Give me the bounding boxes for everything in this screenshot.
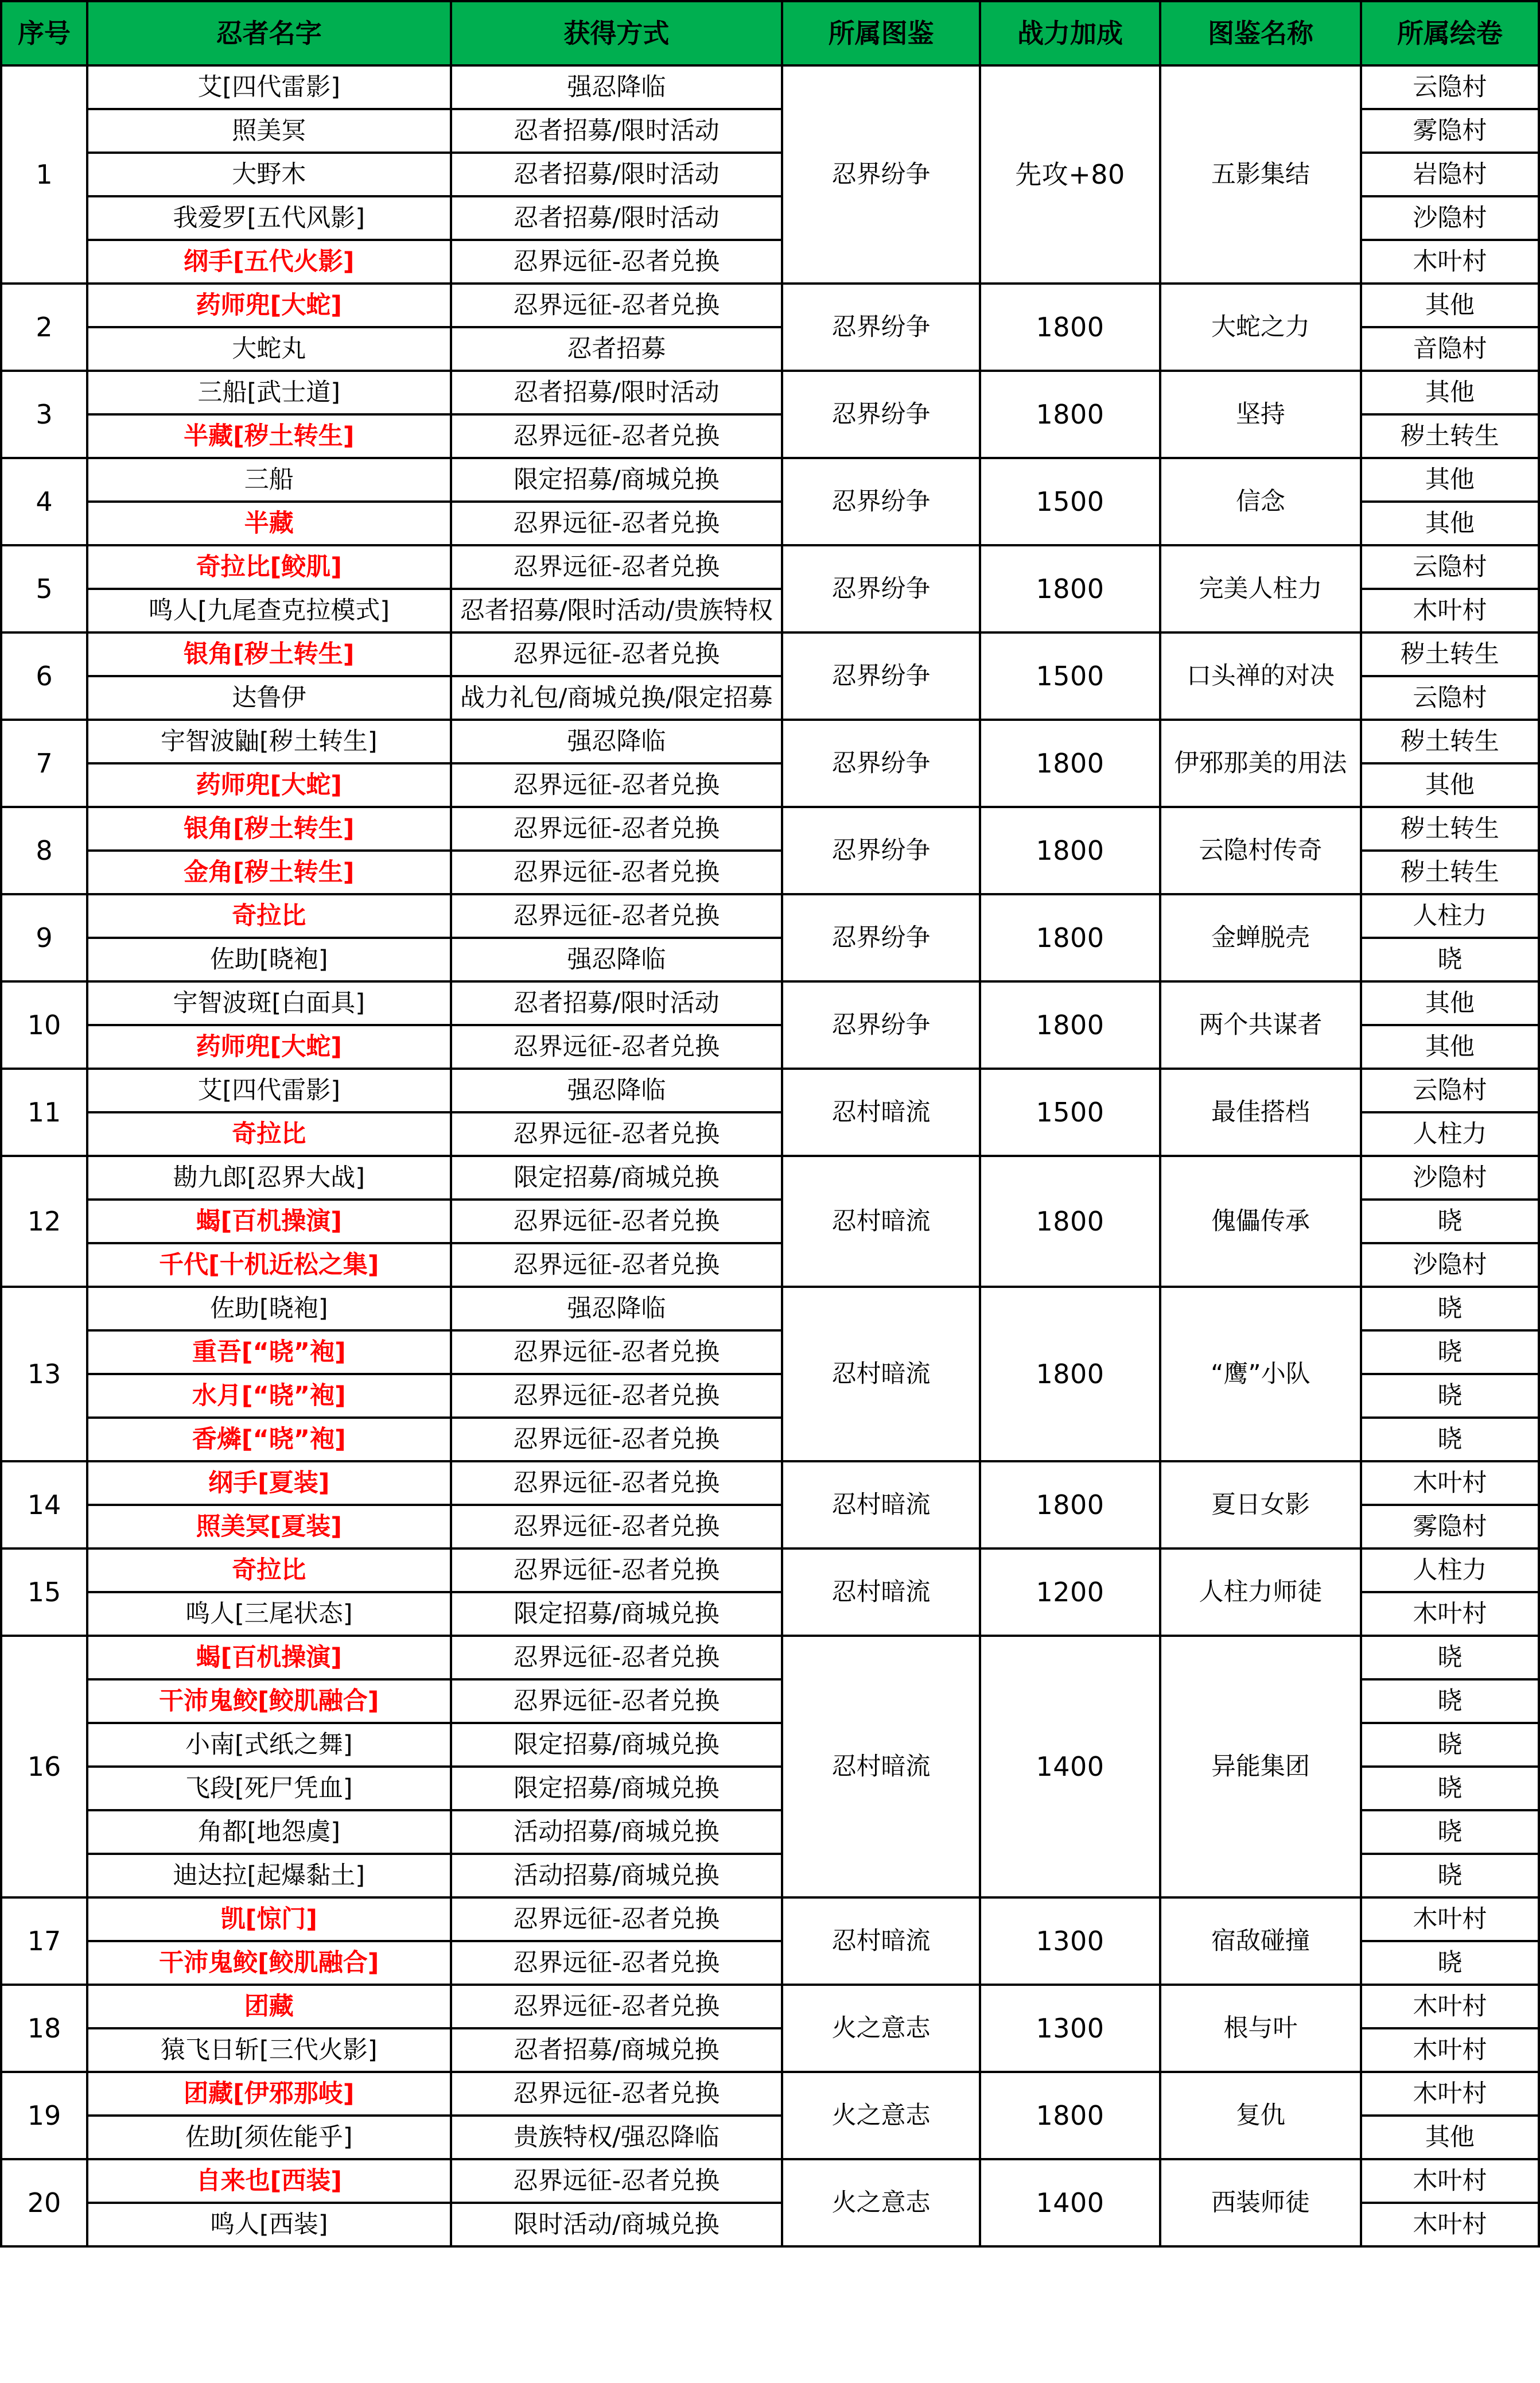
cell-acquisition-method: 忍界远征-忍者兑换 — [451, 1374, 783, 1418]
cell-codex-category: 忍界纷争 — [782, 545, 980, 632]
cell-ninja-name: 干沛鬼鲛[鲛肌融合] — [87, 1941, 451, 1985]
table-row — [1, 545, 1539, 589]
cell-scroll: 秽土转生 — [1361, 632, 1539, 676]
table-row — [1, 65, 1539, 109]
cell-codex-name: 根与叶 — [1160, 1985, 1361, 2072]
column-header-index: 序号 — [1, 1, 87, 65]
cell-scroll: 雾隐村 — [1361, 109, 1539, 153]
table-body — [1, 65, 1539, 2246]
cell-ninja-name: 迪达拉[起爆黏土] — [87, 1854, 451, 1897]
cell-power-bonus: 1800 — [980, 807, 1160, 894]
cell-ninja-name: 照美冥[夏装] — [87, 1505, 451, 1548]
cell-acquisition-method: 忍界远征-忍者兑换 — [451, 1636, 783, 1679]
cell-power-bonus: 1800 — [980, 894, 1160, 981]
cell-codex-category: 忍村暗流 — [782, 1156, 980, 1287]
table-row — [1, 807, 1539, 851]
cell-acquisition-method: 忍界远征-忍者兑换 — [451, 807, 783, 851]
cell-scroll: 其他 — [1361, 502, 1539, 545]
cell-scroll: 晓 — [1361, 1287, 1539, 1330]
cell-scroll: 音隐村 — [1361, 327, 1539, 371]
table-row — [1, 632, 1539, 676]
cell-acquisition-method: 忍者招募 — [451, 327, 783, 371]
cell-acquisition-method: 限定招募/商城兑换 — [451, 1592, 783, 1636]
cell-codex-category: 忍界纷争 — [782, 65, 980, 284]
table-row — [1, 2159, 1539, 2203]
cell-acquisition-method: 忍界远征-忍者兑换 — [451, 894, 783, 938]
cell-power-bonus: 1300 — [980, 1985, 1160, 2072]
table-row — [1, 284, 1539, 327]
cell-acquisition-method: 限定招募/商城兑换 — [451, 1767, 783, 1810]
cell-index: 15 — [1, 1548, 87, 1636]
cell-power-bonus: 1500 — [980, 632, 1160, 720]
table-header — [1, 1, 1539, 65]
cell-scroll: 晓 — [1361, 938, 1539, 981]
cell-acquisition-method: 强忍降临 — [451, 65, 783, 109]
cell-ninja-name: 药师兜[大蛇] — [87, 763, 451, 807]
cell-acquisition-method: 忍界远征-忍者兑换 — [451, 502, 783, 545]
table-row — [1, 1897, 1539, 1941]
cell-scroll: 沙隐村 — [1361, 196, 1539, 240]
cell-ninja-name: 重吾[“晓”袍] — [87, 1330, 451, 1374]
column-header-how: 获得方式 — [451, 1, 783, 65]
table-row — [1, 1985, 1539, 2028]
cell-ninja-name: 大蛇丸 — [87, 327, 451, 371]
cell-ninja-name: 佐助[须佐能乎] — [87, 2116, 451, 2159]
cell-power-bonus: 1400 — [980, 2159, 1160, 2246]
cell-ninja-name: 蝎[百机操演] — [87, 1200, 451, 1243]
cell-ninja-name: 奇拉比 — [87, 894, 451, 938]
table-row — [1, 2072, 1539, 2116]
table-row — [1, 458, 1539, 502]
cell-ninja-name: 团藏 — [87, 1985, 451, 2028]
cell-scroll: 木叶村 — [1361, 2203, 1539, 2246]
cell-ninja-name: 飞段[死尸凭血] — [87, 1767, 451, 1810]
cell-acquisition-method: 忍界远征-忍者兑换 — [451, 284, 783, 327]
cell-ninja-name: 蝎[百机操演] — [87, 1636, 451, 1679]
cell-codex-category: 忍界纷争 — [782, 894, 980, 981]
cell-ninja-name: 半藏 — [87, 502, 451, 545]
cell-power-bonus: 1800 — [980, 720, 1160, 807]
cell-scroll: 人柱力 — [1361, 1548, 1539, 1592]
cell-scroll: 晓 — [1361, 1723, 1539, 1767]
cell-scroll: 云隐村 — [1361, 65, 1539, 109]
cell-codex-name: 信念 — [1160, 458, 1361, 545]
column-header-title: 图鉴名称 — [1160, 1, 1361, 65]
cell-ninja-name: 千代[十机近松之集] — [87, 1243, 451, 1287]
cell-acquisition-method: 忍界远征-忍者兑换 — [451, 1025, 783, 1069]
cell-ninja-name: 香燐[“晓”袍] — [87, 1418, 451, 1461]
cell-acquisition-method: 忍界远征-忍者兑换 — [451, 1897, 783, 1941]
table-row — [1, 1461, 1539, 1505]
cell-codex-name: 伊邪那美的用法 — [1160, 720, 1361, 807]
cell-scroll: 其他 — [1361, 458, 1539, 502]
cell-acquisition-method: 忍界远征-忍者兑换 — [451, 1243, 783, 1287]
cell-ninja-name: 鸣人[九尾查克拉模式] — [87, 589, 451, 632]
cell-scroll: 其他 — [1361, 284, 1539, 327]
cell-codex-name: 西装师徒 — [1160, 2159, 1361, 2246]
cell-acquisition-method: 忍界远征-忍者兑换 — [451, 414, 783, 458]
cell-index: 9 — [1, 894, 87, 981]
cell-acquisition-method: 忍界远征-忍者兑换 — [451, 632, 783, 676]
cell-acquisition-method: 忍界远征-忍者兑换 — [451, 2159, 783, 2203]
cell-scroll: 晓 — [1361, 1418, 1539, 1461]
cell-codex-name: 完美人柱力 — [1160, 545, 1361, 632]
cell-ninja-name: 达鲁伊 — [87, 676, 451, 720]
cell-acquisition-method: 忍界远征-忍者兑换 — [451, 1505, 783, 1548]
cell-scroll: 沙隐村 — [1361, 1156, 1539, 1200]
cell-codex-category: 忍界纷争 — [782, 284, 980, 371]
cell-ninja-name: 宇智波鼬[秽土转生] — [87, 720, 451, 763]
cell-acquisition-method: 强忍降临 — [451, 720, 783, 763]
cell-codex-name: 五影集结 — [1160, 65, 1361, 284]
cell-acquisition-method: 忍界远征-忍者兑换 — [451, 2072, 783, 2116]
table-row — [1, 720, 1539, 763]
table-row — [1, 1636, 1539, 1679]
cell-ninja-name: 药师兜[大蛇] — [87, 284, 451, 327]
cell-codex-category: 忍村暗流 — [782, 1069, 980, 1156]
cell-codex-name: 异能集团 — [1160, 1636, 1361, 1897]
cell-scroll: 雾隐村 — [1361, 1505, 1539, 1548]
cell-index: 19 — [1, 2072, 87, 2159]
cell-scroll: 其他 — [1361, 763, 1539, 807]
cell-index: 11 — [1, 1069, 87, 1156]
cell-index: 6 — [1, 632, 87, 720]
column-header-book: 所属图鉴 — [782, 1, 980, 65]
cell-scroll: 岩隐村 — [1361, 153, 1539, 196]
cell-codex-name: 两个共谋者 — [1160, 981, 1361, 1069]
column-header-scroll: 所属绘卷 — [1361, 1, 1539, 65]
cell-index: 13 — [1, 1287, 87, 1461]
cell-codex-name: 夏日女影 — [1160, 1461, 1361, 1548]
column-header-power: 战力加成 — [980, 1, 1160, 65]
cell-ninja-name: 鸣人[西装] — [87, 2203, 451, 2246]
cell-acquisition-method: 忍者招募/商城兑换 — [451, 2028, 783, 2072]
cell-scroll: 木叶村 — [1361, 1897, 1539, 1941]
cell-scroll: 秽土转生 — [1361, 807, 1539, 851]
column-header-name: 忍者名字 — [87, 1, 451, 65]
cell-acquisition-method: 战力礼包/商城兑换/限定招募 — [451, 676, 783, 720]
cell-ninja-name: 金角[秽土转生] — [87, 851, 451, 894]
cell-acquisition-method: 忍界远征-忍者兑换 — [451, 1679, 783, 1723]
cell-acquisition-method: 忍界远征-忍者兑换 — [451, 240, 783, 284]
cell-ninja-name: 半藏[秽土转生] — [87, 414, 451, 458]
cell-acquisition-method: 忍界远征-忍者兑换 — [451, 1461, 783, 1505]
cell-scroll: 其他 — [1361, 2116, 1539, 2159]
cell-codex-category: 忍界纷争 — [782, 458, 980, 545]
cell-ninja-name: 角都[地怨虞] — [87, 1810, 451, 1854]
cell-codex-name: 最佳搭档 — [1160, 1069, 1361, 1156]
cell-acquisition-method: 强忍降临 — [451, 938, 783, 981]
cell-power-bonus: 1800 — [980, 1287, 1160, 1461]
cell-scroll: 晓 — [1361, 1636, 1539, 1679]
cell-acquisition-method: 忍者招募/限时活动/贵族特权 — [451, 589, 783, 632]
cell-power-bonus: 1800 — [980, 545, 1160, 632]
cell-scroll: 云隐村 — [1361, 545, 1539, 589]
cell-scroll: 其他 — [1361, 371, 1539, 414]
cell-scroll: 晓 — [1361, 1854, 1539, 1897]
cell-ninja-name: 银角[秽土转生] — [87, 632, 451, 676]
cell-acquisition-method: 忍界远征-忍者兑换 — [451, 1548, 783, 1592]
header-row — [1, 1, 1539, 65]
cell-acquisition-method: 忍界远征-忍者兑换 — [451, 1985, 783, 2028]
cell-scroll: 人柱力 — [1361, 1112, 1539, 1156]
cell-codex-category: 忍村暗流 — [782, 1461, 980, 1548]
cell-ninja-name: 佐助[晓袍] — [87, 1287, 451, 1330]
cell-acquisition-method: 忍界远征-忍者兑换 — [451, 763, 783, 807]
cell-acquisition-method: 忍界远征-忍者兑换 — [451, 1200, 783, 1243]
cell-acquisition-method: 贵族特权/强忍降临 — [451, 2116, 783, 2159]
cell-ninja-name: 小南[式纸之舞] — [87, 1723, 451, 1767]
cell-acquisition-method: 活动招募/商城兑换 — [451, 1854, 783, 1897]
cell-ninja-name: 照美冥 — [87, 109, 451, 153]
cell-power-bonus: 1200 — [980, 1548, 1160, 1636]
cell-codex-name: 复仇 — [1160, 2072, 1361, 2159]
cell-codex-category: 忍界纷争 — [782, 371, 980, 458]
cell-acquisition-method: 忍者招募/限时活动 — [451, 371, 783, 414]
cell-codex-category: 忍界纷争 — [782, 632, 980, 720]
cell-acquisition-method: 忍界远征-忍者兑换 — [451, 545, 783, 589]
cell-power-bonus: 1800 — [980, 2072, 1160, 2159]
cell-acquisition-method: 忍界远征-忍者兑换 — [451, 1112, 783, 1156]
cell-acquisition-method: 强忍降临 — [451, 1287, 783, 1330]
cell-scroll: 秽土转生 — [1361, 414, 1539, 458]
cell-scroll: 人柱力 — [1361, 894, 1539, 938]
cell-codex-category: 忍界纷争 — [782, 981, 980, 1069]
cell-index: 3 — [1, 371, 87, 458]
cell-codex-category: 火之意志 — [782, 2159, 980, 2246]
cell-ninja-name: 团藏[伊邪那岐] — [87, 2072, 451, 2116]
cell-ninja-name: 勘九郎[忍界大战] — [87, 1156, 451, 1200]
cell-power-bonus: 1800 — [980, 284, 1160, 371]
cell-scroll: 晓 — [1361, 1330, 1539, 1374]
cell-scroll: 晓 — [1361, 1941, 1539, 1985]
cell-index: 2 — [1, 284, 87, 371]
cell-ninja-name: 奇拉比 — [87, 1548, 451, 1592]
cell-scroll: 其他 — [1361, 981, 1539, 1025]
cell-ninja-name: 自来也[西装] — [87, 2159, 451, 2203]
cell-index: 16 — [1, 1636, 87, 1897]
cell-power-bonus: 1400 — [980, 1636, 1160, 1897]
cell-scroll: 木叶村 — [1361, 1592, 1539, 1636]
cell-codex-name: 人柱力师徒 — [1160, 1548, 1361, 1636]
cell-codex-name: 云隐村传奇 — [1160, 807, 1361, 894]
cell-index: 20 — [1, 2159, 87, 2246]
cell-acquisition-method: 强忍降临 — [451, 1069, 783, 1112]
cell-power-bonus: 1500 — [980, 1069, 1160, 1156]
cell-acquisition-method: 忍界远征-忍者兑换 — [451, 1330, 783, 1374]
cell-ninja-name: 凯[惊门] — [87, 1897, 451, 1941]
cell-power-bonus: 1800 — [980, 1461, 1160, 1548]
cell-index: 17 — [1, 1897, 87, 1985]
table-row — [1, 981, 1539, 1025]
table-row — [1, 1156, 1539, 1200]
cell-index: 12 — [1, 1156, 87, 1287]
cell-ninja-name: 纲手[五代火影] — [87, 240, 451, 284]
cell-index: 18 — [1, 1985, 87, 2072]
cell-scroll: 木叶村 — [1361, 589, 1539, 632]
cell-ninja-name: 药师兜[大蛇] — [87, 1025, 451, 1069]
cell-scroll: 云隐村 — [1361, 1069, 1539, 1112]
cell-ninja-name: 大野木 — [87, 153, 451, 196]
cell-scroll: 云隐村 — [1361, 676, 1539, 720]
cell-scroll: 木叶村 — [1361, 2072, 1539, 2116]
cell-scroll: 木叶村 — [1361, 2159, 1539, 2203]
cell-acquisition-method: 活动招募/商城兑换 — [451, 1810, 783, 1854]
table-row — [1, 1548, 1539, 1592]
cell-ninja-name: 艾[四代雷影] — [87, 65, 451, 109]
cell-codex-category: 忍界纷争 — [782, 807, 980, 894]
cell-index: 5 — [1, 545, 87, 632]
cell-codex-name: 坚持 — [1160, 371, 1361, 458]
cell-acquisition-method: 限定招募/商城兑换 — [451, 458, 783, 502]
cell-acquisition-method: 限定招募/商城兑换 — [451, 1156, 783, 1200]
cell-acquisition-method: 忍界远征-忍者兑换 — [451, 1941, 783, 1985]
cell-codex-name: 大蛇之力 — [1160, 284, 1361, 371]
cell-scroll: 晓 — [1361, 1200, 1539, 1243]
cell-ninja-name: 水月[“晓”袍] — [87, 1374, 451, 1418]
cell-ninja-name: 猿飞日斩[三代火影] — [87, 2028, 451, 2072]
cell-ninja-name: 奇拉比 — [87, 1112, 451, 1156]
cell-codex-category: 火之意志 — [782, 1985, 980, 2072]
cell-ninja-name: 鸣人[三尾状态] — [87, 1592, 451, 1636]
table-row — [1, 1287, 1539, 1330]
cell-acquisition-method: 忍界远征-忍者兑换 — [451, 851, 783, 894]
cell-acquisition-method: 限时活动/商城兑换 — [451, 2203, 783, 2246]
table-row — [1, 1069, 1539, 1112]
cell-power-bonus: 1800 — [980, 981, 1160, 1069]
cell-codex-name: 金蝉脱壳 — [1160, 894, 1361, 981]
cell-index: 4 — [1, 458, 87, 545]
cell-codex-category: 忍村暗流 — [782, 1636, 980, 1897]
cell-index: 7 — [1, 720, 87, 807]
cell-ninja-name: 宇智波斑[白面具] — [87, 981, 451, 1025]
cell-scroll: 木叶村 — [1361, 1461, 1539, 1505]
cell-codex-name: 傀儡传承 — [1160, 1156, 1361, 1287]
cell-codex-category: 火之意志 — [782, 2072, 980, 2159]
cell-scroll: 晓 — [1361, 1767, 1539, 1810]
cell-scroll: 晓 — [1361, 1810, 1539, 1854]
cell-ninja-name: 奇拉比[鲛肌] — [87, 545, 451, 589]
cell-ninja-name: 干沛鬼鲛[鲛肌融合] — [87, 1679, 451, 1723]
cell-scroll: 沙隐村 — [1361, 1243, 1539, 1287]
cell-scroll: 晓 — [1361, 1374, 1539, 1418]
cell-codex-category: 忍村暗流 — [782, 1548, 980, 1636]
cell-ninja-name: 纲手[夏装] — [87, 1461, 451, 1505]
cell-codex-name: 口头禅的对决 — [1160, 632, 1361, 720]
cell-codex-name: “鹰”小队 — [1160, 1287, 1361, 1461]
cell-scroll: 晓 — [1361, 1679, 1539, 1723]
table-row — [1, 894, 1539, 938]
cell-index: 10 — [1, 981, 87, 1069]
cell-codex-category: 忍村暗流 — [782, 1897, 980, 1985]
cell-ninja-name: 三船[武士道] — [87, 371, 451, 414]
cell-scroll: 木叶村 — [1361, 1985, 1539, 2028]
cell-codex-category: 忍村暗流 — [782, 1287, 980, 1461]
cell-acquisition-method: 忍界远征-忍者兑换 — [451, 1418, 783, 1461]
cell-ninja-name: 佐助[晓袍] — [87, 938, 451, 981]
cell-codex-name: 宿敌碰撞 — [1160, 1897, 1361, 1985]
cell-acquisition-method: 忍者招募/限时活动 — [451, 153, 783, 196]
cell-ninja-name: 我爱罗[五代风影] — [87, 196, 451, 240]
cell-acquisition-method: 忍者招募/限时活动 — [451, 109, 783, 153]
cell-power-bonus: 1800 — [980, 1156, 1160, 1287]
cell-scroll: 木叶村 — [1361, 2028, 1539, 2072]
cell-scroll: 秽土转生 — [1361, 720, 1539, 763]
cell-index: 14 — [1, 1461, 87, 1548]
cell-ninja-name: 艾[四代雷影] — [87, 1069, 451, 1112]
cell-ninja-name: 银角[秽土转生] — [87, 807, 451, 851]
cell-power-bonus: 1500 — [980, 458, 1160, 545]
cell-scroll: 其他 — [1361, 1025, 1539, 1069]
cell-scroll: 秽土转生 — [1361, 851, 1539, 894]
cell-power-bonus: 先攻+80 — [980, 65, 1160, 284]
cell-acquisition-method: 忍者招募/限时活动 — [451, 981, 783, 1025]
cell-power-bonus: 1300 — [980, 1897, 1160, 1985]
cell-acquisition-method: 限定招募/商城兑换 — [451, 1723, 783, 1767]
cell-codex-category: 忍界纷争 — [782, 720, 980, 807]
cell-power-bonus: 1800 — [980, 371, 1160, 458]
table-row — [1, 371, 1539, 414]
cell-index: 8 — [1, 807, 87, 894]
cell-scroll: 木叶村 — [1361, 240, 1539, 284]
cell-ninja-name: 三船 — [87, 458, 451, 502]
cell-acquisition-method: 忍者招募/限时活动 — [451, 196, 783, 240]
cell-index: 1 — [1, 65, 87, 284]
